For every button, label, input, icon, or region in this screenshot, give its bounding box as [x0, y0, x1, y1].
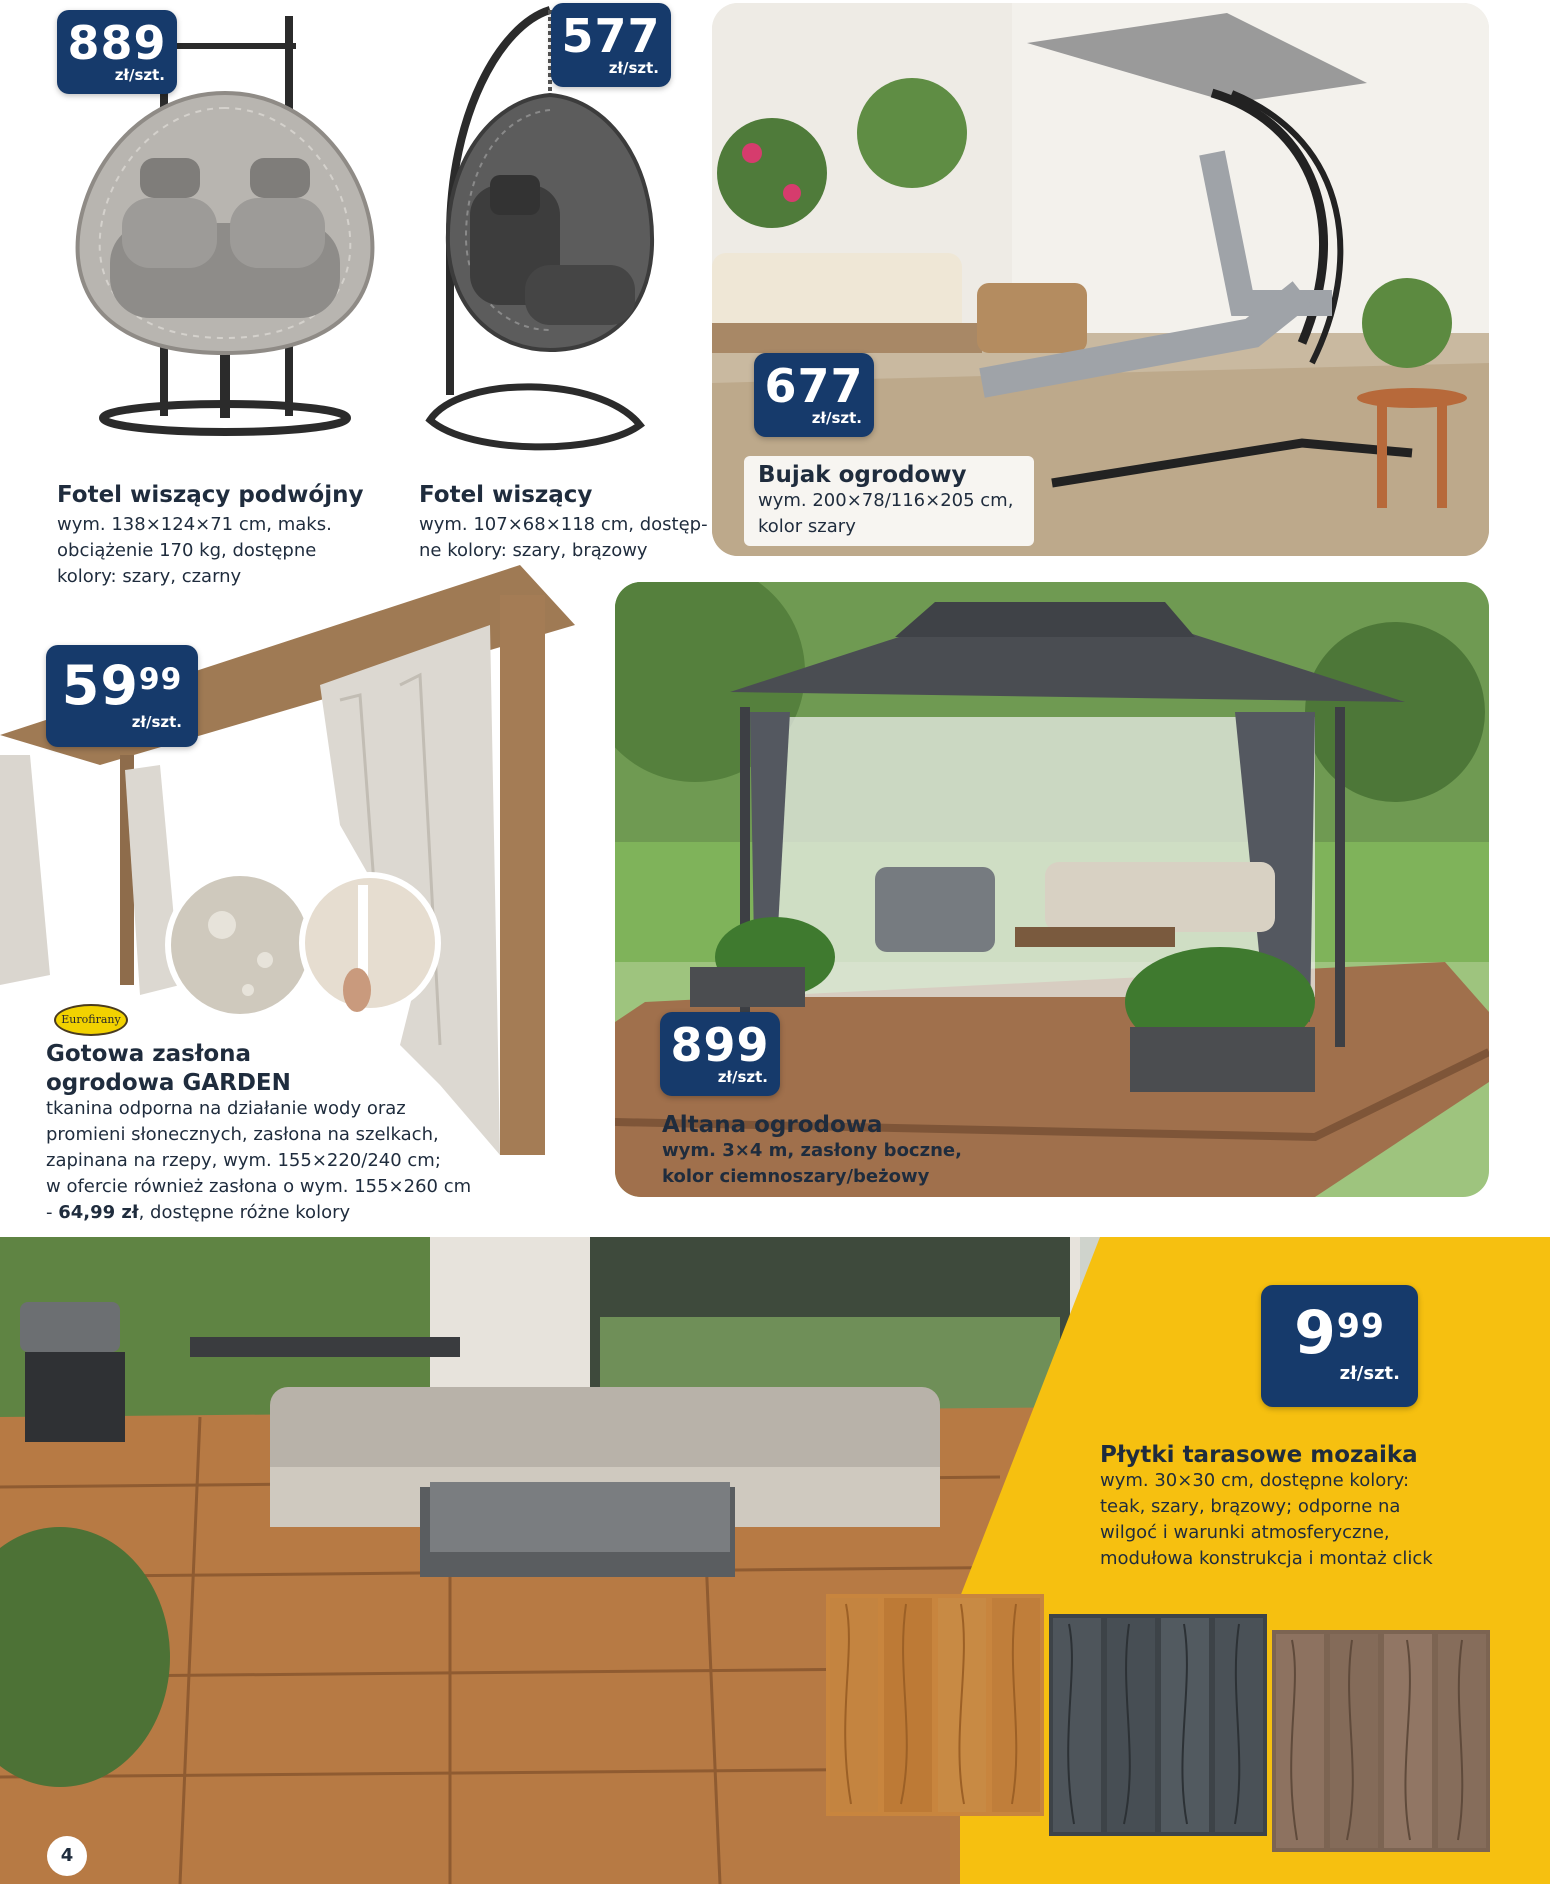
- curtain-price: [46, 645, 198, 717]
- chair-title: Fotel wiszący: [419, 482, 593, 508]
- desc-suffix: , dostępne różne kolory: [138, 1202, 351, 1223]
- desc-line: wym. 3×4 m, zasłony boczne,: [662, 1140, 962, 1161]
- chair-price: 577: [561, 9, 661, 63]
- desc-line: zapinana na rzepy, wym. 155×220/240 cm;: [46, 1150, 441, 1171]
- tile-sample-teak: [826, 1594, 1044, 1816]
- swing-label: [744, 456, 1034, 546]
- desc-line: wym. 30×30 cm, dostępne kolory:: [1100, 1470, 1410, 1491]
- curtain-price-unit: zł/szt.: [131, 713, 182, 731]
- desc-line: w ofercie również zasłona o wym. 155×260 cm: [46, 1176, 472, 1197]
- desc-line: tkanina odporna na działanie wody oraz: [46, 1098, 406, 1119]
- desc-line: obciążenie 170 kg, dostępne: [57, 540, 317, 561]
- chair-price-badge: [551, 3, 671, 87]
- title-line: ogrodowa GARDEN: [46, 1070, 291, 1096]
- desc-line: wym. 138×124×71 cm, maks.: [57, 514, 332, 535]
- tiles-price-dec: 99: [1336, 1306, 1385, 1345]
- curtain-price-badge: [46, 645, 198, 747]
- tiles-price-int: 9: [1294, 1298, 1337, 1368]
- tiles-label: [1100, 1442, 1433, 1572]
- gazebo-title: Altana ogrodowa: [662, 1112, 883, 1138]
- tiles-title: Płytki tarasowe mozaika: [1100, 1442, 1418, 1468]
- gazebo-price-unit: zł/szt.: [717, 1068, 768, 1086]
- gazebo-price: 899: [670, 1018, 770, 1072]
- desc-bold-price: 64,99 zł: [58, 1202, 139, 1223]
- tile-sample-brown: [1272, 1630, 1490, 1852]
- swing-price-unit: zł/szt.: [811, 409, 862, 427]
- curtain-price-dec: 99: [138, 662, 183, 697]
- double-chair-price-badge: [57, 10, 177, 94]
- desc-line: teak, szary, brązowy; odporne na: [1100, 1496, 1401, 1517]
- desc-line: ne kolory: szary, brązowy: [419, 540, 648, 561]
- desc-line: modułowa konstrukcja i montaż click: [1100, 1548, 1433, 1569]
- gazebo-photo: [615, 582, 1489, 1197]
- desc-line: wym. 107×68×118 cm, dostęp-: [419, 514, 708, 535]
- curtain-title: [46, 1040, 291, 1098]
- eurofirany-logo: [54, 1004, 128, 1036]
- double-chair-price-unit: zł/szt.: [114, 66, 165, 84]
- double-chair-price: 889: [67, 16, 167, 70]
- page-number: [47, 1836, 87, 1876]
- tiles-price-badge: [1261, 1285, 1418, 1407]
- desc-line: kolory: szary, czarny: [57, 566, 242, 587]
- desc-line: wym. 200×78/116×205 cm,: [758, 490, 1014, 511]
- desc-line: kolor ciemnoszary/beżowy: [662, 1166, 930, 1187]
- eurofirany-logo-text: Eurofirany: [61, 1013, 121, 1026]
- desc-line: kolor szary: [758, 516, 856, 537]
- title-line: Gotowa zasłona: [46, 1041, 252, 1067]
- curtain-price-int: 59: [61, 654, 139, 717]
- gazebo-price-badge: [660, 1012, 780, 1096]
- swing-title: Bujak ogrodowy: [758, 462, 967, 488]
- curtain-desc: [46, 1096, 471, 1226]
- chair-price-unit: zł/szt.: [608, 59, 659, 77]
- swing-price-badge: [754, 353, 874, 437]
- desc-line: wilgoć i warunki atmosferyczne,: [1100, 1522, 1390, 1543]
- desc-line: [46, 1200, 471, 1226]
- chair-desc: [419, 512, 708, 564]
- page-number-text: 4: [60, 1845, 74, 1866]
- desc-prefix: -: [46, 1202, 59, 1223]
- desc-line: promieni słonecznych, zasłona na szelkach,: [46, 1124, 439, 1145]
- tiles-price: [1261, 1285, 1418, 1368]
- tiles-price-unit: zł/szt.: [1339, 1363, 1400, 1384]
- swing-price: 677: [764, 359, 864, 413]
- tile-sample-grey: [1049, 1614, 1267, 1836]
- double-chair-title: Fotel wiszący podwójny: [57, 482, 364, 508]
- gazebo-label: [662, 1112, 962, 1190]
